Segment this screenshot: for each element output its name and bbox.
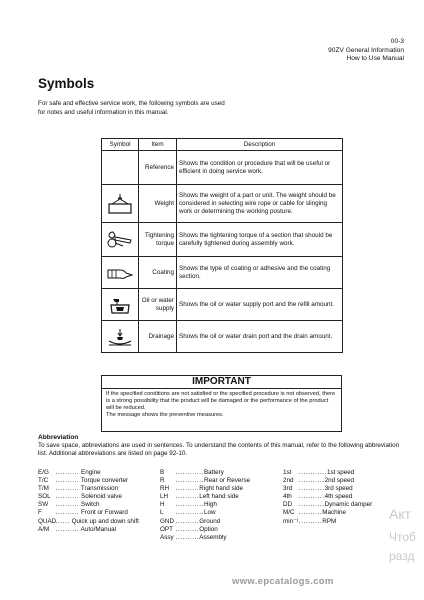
abbr-meaning: Solenoid valve bbox=[81, 493, 122, 501]
description-cell: Shows the condition or procedure that will be useful or efficient in doing service work. bbox=[177, 151, 343, 185]
abbr-dots: .......... bbox=[298, 517, 323, 525]
abbreviation-column-3 bbox=[283, 469, 372, 526]
table-header-row bbox=[102, 139, 343, 151]
abbr-meaning: Assembly bbox=[199, 533, 227, 541]
abbreviation-title: Abbreviation bbox=[38, 434, 79, 441]
abbr-dots: .......... bbox=[55, 477, 80, 485]
important-box bbox=[101, 375, 342, 432]
list-item bbox=[160, 518, 250, 526]
abbr-meaning: Dynamic damper bbox=[324, 501, 373, 509]
list-item bbox=[283, 493, 372, 501]
abbr-code: H bbox=[160, 501, 165, 509]
important-note: The message shows the preventive measures. bbox=[106, 412, 224, 418]
description-cell: Shows the oil or water drain port and the drain amount. bbox=[177, 321, 343, 353]
page-header bbox=[328, 38, 404, 64]
abbr-dots: ............ bbox=[298, 469, 327, 476]
item-cell: Drainage bbox=[139, 321, 177, 353]
coating-icon bbox=[102, 257, 139, 289]
abbr-code: T/M bbox=[38, 485, 49, 493]
abbr-dots: ........... bbox=[298, 477, 325, 485]
abbr-code: SW bbox=[38, 501, 49, 509]
list-item bbox=[38, 477, 139, 485]
abbr-meaning: Low bbox=[203, 509, 216, 517]
abbr-code: 1st bbox=[283, 469, 292, 476]
abbr-code: 3rd bbox=[283, 485, 293, 493]
abbr-code: OPT bbox=[160, 525, 173, 533]
abbr-meaning: Front or Forward bbox=[81, 509, 128, 517]
header-item: Item bbox=[139, 139, 177, 151]
wrench-icon bbox=[102, 223, 139, 257]
symbols-table bbox=[101, 138, 343, 353]
table-row bbox=[102, 223, 343, 257]
abbr-dots: ...... bbox=[55, 517, 70, 525]
abbr-code: E/G bbox=[38, 469, 49, 476]
oil-supply-icon bbox=[102, 289, 139, 321]
reference-icon bbox=[102, 151, 139, 185]
abbr-code: 4th bbox=[283, 493, 292, 501]
drainage-icon bbox=[102, 321, 139, 353]
abbr-dots: ............ bbox=[175, 501, 204, 509]
abbr-dots: .......... bbox=[175, 533, 200, 541]
abbr-dots: .......... bbox=[55, 501, 80, 509]
list-item bbox=[38, 469, 139, 477]
watermark-url: www.epcatalogs.com bbox=[232, 576, 334, 587]
abbr-code: F bbox=[38, 509, 42, 517]
abbr-dots: .......... bbox=[175, 485, 200, 493]
abbr-meaning: Engine bbox=[81, 469, 101, 476]
abbreviation-column-1 bbox=[38, 469, 139, 534]
description-cell: Shows the weight of a part or unit. The weight should be considered in selecting wire rope or cable for slinging work or determining the working posture. bbox=[177, 185, 343, 223]
abbr-meaning: Quick up and down shift bbox=[71, 517, 139, 525]
abbr-dots: .......... bbox=[175, 493, 200, 501]
abbr-dots: ............ bbox=[175, 469, 204, 476]
abbr-meaning: Right hand side bbox=[199, 485, 244, 493]
abbr-code: A/M bbox=[38, 525, 50, 533]
abbr-dots: .......... bbox=[55, 485, 80, 493]
list-item bbox=[283, 477, 372, 485]
item-cell: Weight bbox=[139, 185, 177, 223]
important-body bbox=[102, 389, 341, 421]
abbr-meaning: High bbox=[203, 501, 217, 509]
abbr-code: M/C bbox=[283, 509, 295, 517]
table-row bbox=[102, 257, 343, 289]
abbr-code: RH bbox=[160, 485, 170, 493]
abbr-meaning: Left hand side bbox=[199, 493, 239, 501]
abbr-code: L bbox=[160, 509, 164, 517]
intro-paragraph: For safe and effective service work, the following symbols are used for notes and useful information in this manual. bbox=[38, 100, 225, 116]
list-item bbox=[38, 526, 139, 534]
list-item bbox=[160, 501, 250, 509]
table-row bbox=[102, 289, 343, 321]
important-title: IMPORTANT bbox=[102, 376, 341, 389]
list-item bbox=[283, 501, 372, 509]
weight-icon bbox=[102, 185, 139, 223]
abbr-code: T/C bbox=[38, 477, 49, 485]
header-line-2: How to Use Manual bbox=[346, 55, 404, 63]
important-text: If the specified conditions are not satisfied or the specified procedure is not observed, there is a strong possibility that the product will be damaged or the performance of the product will be reduced. bbox=[106, 391, 336, 411]
table-row bbox=[102, 185, 343, 223]
abbr-dots: .......... bbox=[55, 469, 80, 476]
abbr-dots: .......... bbox=[298, 509, 323, 517]
abbr-code: R bbox=[160, 477, 165, 485]
abbr-meaning: Transmission bbox=[80, 485, 119, 493]
abbr-meaning: Rear or Reverse bbox=[203, 477, 251, 485]
table-row bbox=[102, 321, 343, 353]
watermark-side-text: разд bbox=[389, 549, 415, 563]
abbr-code: QUAD bbox=[38, 517, 57, 525]
list-item bbox=[160, 485, 250, 493]
abbr-dots: .......... bbox=[55, 509, 80, 517]
item-cell: Oil or water supply bbox=[139, 289, 177, 321]
abbr-dots: .......... bbox=[55, 493, 80, 501]
abbr-meaning: Battery bbox=[203, 469, 224, 476]
description-cell: Shows the tightening torque of a section that should be carefully tightened during assembly work. bbox=[177, 223, 343, 257]
list-item bbox=[283, 485, 372, 493]
item-cell: Tightening torque bbox=[139, 223, 177, 257]
abbr-code: SOL bbox=[38, 493, 51, 501]
list-item bbox=[160, 493, 250, 501]
list-item bbox=[38, 509, 139, 517]
abbr-meaning: Machine bbox=[322, 509, 347, 517]
watermark-side-text: Чтоб bbox=[389, 530, 416, 544]
abbr-code: LH bbox=[160, 493, 169, 501]
list-item bbox=[160, 469, 250, 477]
header-description: Description bbox=[177, 139, 343, 151]
list-item bbox=[38, 518, 139, 526]
abbr-meaning: 2nd speed bbox=[324, 477, 355, 485]
abbr-dots: .......... bbox=[175, 525, 200, 533]
abbr-meaning: Auto/Manual bbox=[80, 525, 117, 533]
abbr-dots: ............ bbox=[175, 477, 204, 485]
abbr-dots: ........... bbox=[298, 493, 325, 501]
abbr-dots: .......... bbox=[175, 517, 200, 525]
abbr-meaning: RPM bbox=[322, 517, 337, 525]
list-item bbox=[38, 501, 139, 509]
table-row bbox=[102, 151, 343, 185]
abbr-meaning: Torque converter bbox=[80, 477, 129, 485]
abbr-dots: ........... bbox=[298, 501, 325, 509]
abbreviation-intro: To save space, abbreviations are used in sentences. To understand the contents of this manual, refer to the following abbreviation list. Additional abbreviations are listed on page 92-10. bbox=[38, 442, 400, 458]
abbreviation-column-2 bbox=[160, 469, 250, 542]
item-cell: Reference bbox=[139, 151, 177, 185]
abbr-meaning: 3rd speed bbox=[324, 485, 353, 493]
list-item bbox=[283, 469, 372, 477]
header-line-1: 90ZV General Information bbox=[328, 46, 404, 54]
list-item bbox=[38, 485, 139, 493]
watermark-side-text: Акт bbox=[389, 506, 412, 522]
list-item bbox=[160, 477, 250, 485]
list-item bbox=[283, 509, 372, 517]
section-title: Symbols bbox=[38, 76, 95, 91]
description-cell: Shows the type of coating or adhesive and the coating section. bbox=[177, 257, 343, 289]
abbr-meaning: Option bbox=[199, 525, 218, 533]
abbr-code: 2nd bbox=[283, 477, 294, 485]
abbr-meaning: Ground bbox=[199, 517, 221, 525]
abbr-meaning: 4th speed bbox=[324, 493, 353, 501]
list-item bbox=[160, 509, 250, 517]
abbr-dots: .......... bbox=[55, 525, 80, 533]
page-number: 00-3 bbox=[390, 38, 404, 45]
list-item bbox=[283, 518, 372, 526]
item-cell: Coating bbox=[139, 257, 177, 289]
header-symbol: Symbol bbox=[102, 139, 139, 151]
abbr-code: min⁻¹ bbox=[283, 517, 299, 525]
abbr-code: DD bbox=[283, 501, 293, 509]
abbr-dots: ........... bbox=[298, 485, 325, 493]
list-item bbox=[160, 526, 250, 534]
list-item bbox=[38, 493, 139, 501]
abbr-meaning: Switch bbox=[81, 501, 100, 509]
list-item bbox=[160, 534, 250, 542]
abbr-code: GND bbox=[160, 517, 174, 525]
description-cell: Shows the oil or water supply port and the refill amount. bbox=[177, 289, 343, 321]
abbr-meaning: 1st speed bbox=[326, 469, 355, 476]
abbr-code: Assy bbox=[160, 533, 174, 541]
abbr-dots: ............ bbox=[175, 509, 204, 517]
abbr-code: B bbox=[160, 469, 165, 476]
